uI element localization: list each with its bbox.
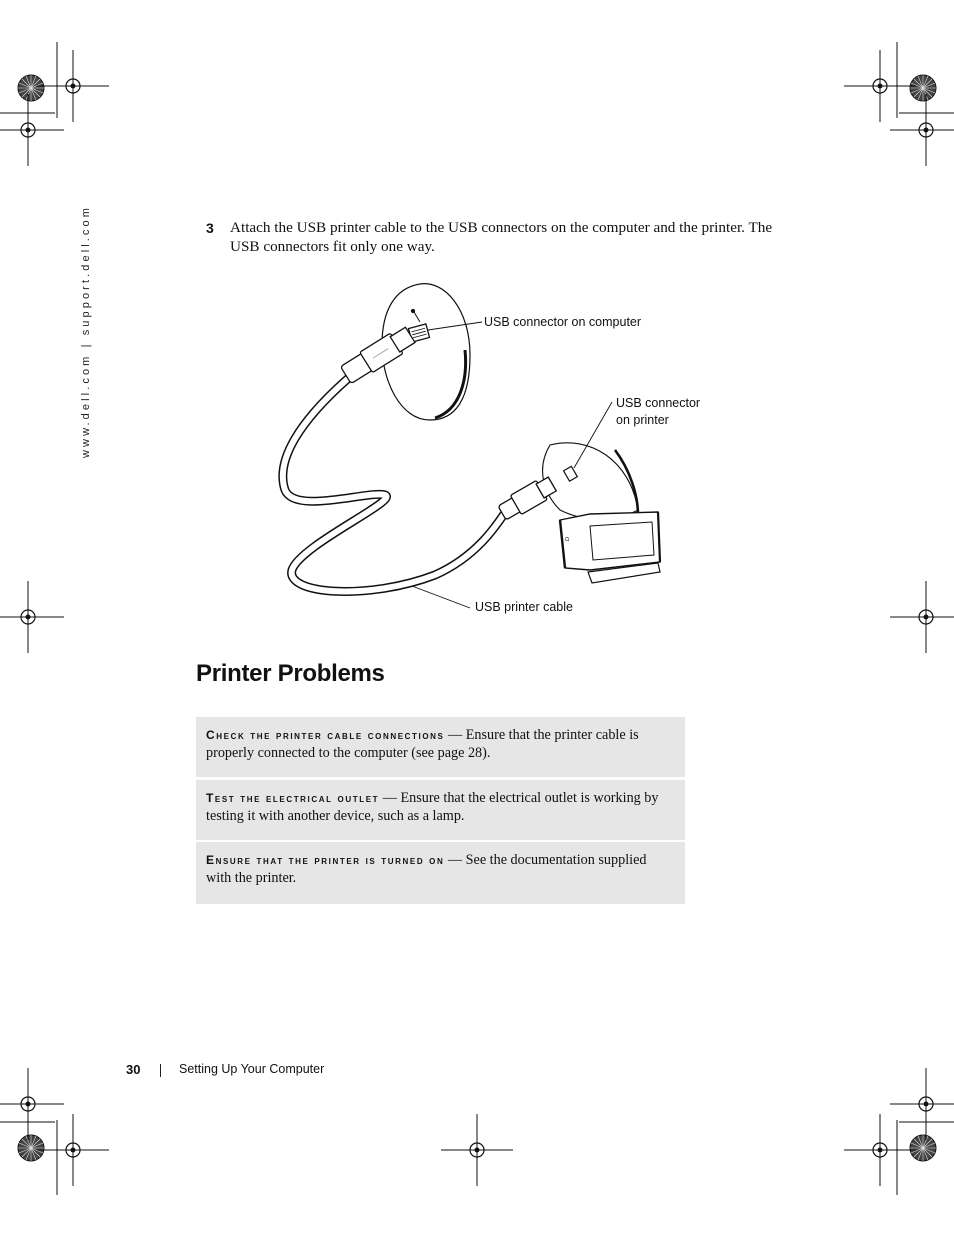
problem-box-outlet	[196, 780, 685, 840]
callout-usb-computer: USB connector on computer	[484, 315, 642, 329]
page-number: 30	[126, 1062, 141, 1077]
problem-dash: —	[379, 790, 401, 806]
problem-box-cable	[196, 717, 685, 777]
problem-dash: —	[444, 727, 466, 743]
problem-title: Ensure that the printer is turned on	[206, 853, 445, 867]
callout-usb-printer-line2: on printer	[616, 413, 669, 427]
callout-usb-printer-line1: USB connector	[616, 396, 701, 410]
footer-title: Setting Up Your Computer	[179, 1062, 325, 1076]
step-text: Attach the USB printer cable to the USB connectors on the computer and the printer. The USB connectors fit only one way.	[230, 219, 773, 255]
callout-usb-cable: USB printer cable	[475, 600, 573, 614]
problem-title: Check the printer cable connections	[206, 728, 445, 742]
step-number: 3	[206, 220, 214, 236]
problem-text: Ensure that the printer cable is properly connected to the computer (see page 28).	[206, 727, 639, 761]
problem-box-power	[196, 842, 685, 904]
usb-cable-illustration	[260, 270, 720, 630]
side-url: www.dell.com | support.dell.com	[80, 204, 92, 458]
problem-text: Ensure that the electrical outlet is working by testing it with another device, such as a lamp.	[206, 790, 659, 824]
problem-title: Test the electrical outlet	[206, 791, 380, 805]
section-heading: Printer Problems	[196, 660, 385, 687]
footer-separator	[160, 1064, 161, 1077]
problem-dash: —	[444, 852, 466, 868]
svg-text:D: D	[564, 536, 572, 542]
problem-text: See the documentation supplied with the printer.	[206, 852, 647, 886]
